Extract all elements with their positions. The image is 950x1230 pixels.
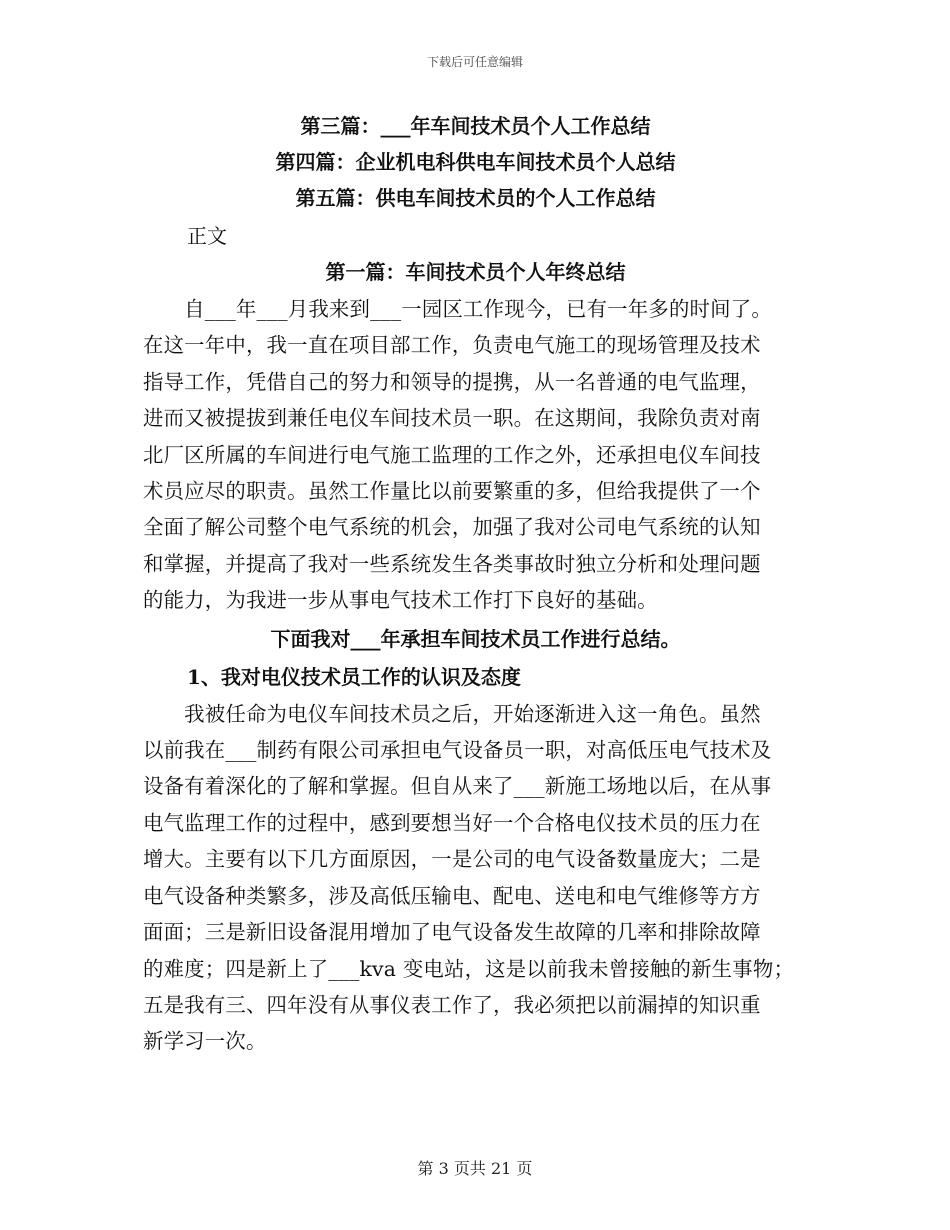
paragraph-line: 的难度；四是新上了___kva 变电站，这是以前我未曾接触的新生事物； [143, 956, 795, 981]
toc-item-3: 第三篇：___年车间技术员个人工作总结 [300, 114, 651, 138]
paragraph-2 [143, 696, 808, 1060]
paragraph-line: 指导工作，凭借自己的努力和领导的提携，从一名普通的电气监理， [143, 369, 761, 394]
summary-heading: 下面我对___年承担车间技术员工作进行总结。 [270, 626, 681, 651]
paragraph-line: 设备有着深化的了解和掌握。但自从来了___新施工场地以后，在从事 [143, 774, 772, 799]
paragraph-line: 和掌握，并提高了我对一些系统发生各类事故时独立分析和处理问题 [143, 551, 761, 576]
paragraph-line: 五是我有三、四年没有从事仪表工作了，我必须把以前漏掉的知识重 [143, 992, 761, 1017]
paragraph-line: 术员应尽的职责。虽然工作量比以前要繁重的多，但给我提供了一个 [143, 479, 761, 504]
paragraph-1 [143, 291, 808, 619]
paragraph-line: 新学习一次。 [143, 1029, 267, 1054]
section-title: 第一篇：车间技术员个人年终总结 [325, 260, 626, 284]
document-body [143, 108, 808, 1060]
paragraph-line: 以前我在___制药有限公司承担电气设备员一职，对高低压电气技术及 [143, 738, 772, 763]
page-footer: 第 3 页共 21 页 [417, 1159, 533, 1178]
paragraph-line: 增大。主要有以下几方面原因，一是公司的电气设备数量庞大；二是 [143, 847, 761, 872]
paragraph-line: 北厂区所属的车间进行电气施工监理的工作之外，还承担电仪车间技 [143, 442, 761, 467]
body-label: 正文 [187, 224, 227, 248]
subheading-1: 1、我对电仪技术员工作的认识及态度 [187, 664, 521, 689]
paragraph-line: 的能力，为我进一步从事电气技术工作打下良好的基础。 [143, 588, 658, 613]
toc-item-4: 第四篇：企业机电科供电车间技术员个人总结 [275, 150, 676, 174]
paragraph-line: 全面了解公司整个电气系统的机会，加强了我对公司电气系统的认知 [143, 515, 761, 540]
paragraph-line: 电气设备种类繁多，涉及高低压输电、配电、送电和电气维修等方方 [143, 883, 761, 908]
paragraph-line: 面面；三是新旧设备混用增加了电气设备发生故障的几率和排除故障 [143, 920, 761, 945]
paragraph-line: 自___年___月我来到___一园区工作现今，已有一年多的时间了。 [143, 297, 772, 321]
paragraph-line: 在这一年中，我一直在项目部工作，负责电气施工的现场管理及技术 [143, 333, 761, 358]
paragraph-line: 进而又被提拔到兼任电仪车间技术员一职。在这期间，我除负责对南 [143, 406, 761, 431]
toc-item-5: 第五篇：供电车间技术员的个人工作总结 [295, 186, 656, 210]
page-header: 下载后可任意编辑 [426, 55, 523, 69]
paragraph-line: 电气监理工作的过程中，感到要想当好一个合格电仪技术员的压力在 [143, 810, 761, 835]
paragraph-line: 我被任命为电仪车间技术员之后，开始逐渐进入这一角色。虽然 [143, 701, 761, 726]
